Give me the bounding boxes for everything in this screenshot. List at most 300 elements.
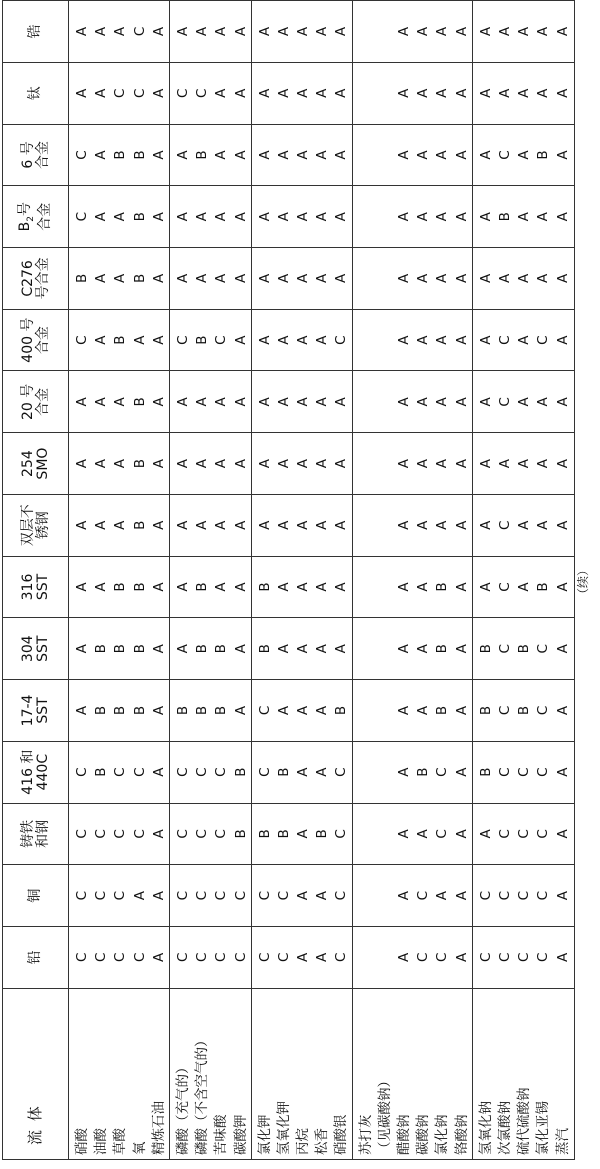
rating-value	[376, 371, 395, 432]
rating-value: A	[554, 829, 571, 839]
rating-value: A	[496, 458, 513, 469]
rating-cell	[69, 248, 170, 310]
rating-value: A	[194, 212, 211, 222]
rating-value: A	[415, 335, 432, 345]
rating-value: A	[314, 767, 331, 777]
rating-value: A	[554, 644, 571, 654]
rating-cell	[69, 371, 170, 433]
material-header	[3, 494, 69, 556]
fluid-name: 磷酸（充气的）	[174, 1060, 191, 1155]
rating-cell	[352, 618, 472, 680]
header-subscript: 2	[25, 216, 36, 222]
rating-value: A	[535, 397, 552, 407]
rating-value	[376, 310, 395, 371]
header-text: SMO	[34, 447, 51, 480]
rating-cell	[352, 309, 472, 371]
rating-value: A	[256, 458, 273, 469]
rating-value: B	[232, 829, 249, 839]
rating-value: A	[453, 458, 470, 469]
rating-value: A	[213, 458, 230, 469]
rating-value: C	[535, 767, 552, 777]
rating-value: B	[516, 705, 533, 716]
rating-value: B	[213, 705, 230, 716]
rating-value	[357, 680, 376, 741]
rating-cell	[169, 556, 251, 618]
rating-value: A	[477, 458, 494, 469]
rating-value	[357, 186, 376, 247]
rating-value: B	[275, 767, 292, 777]
rating-value: A	[554, 150, 571, 160]
rating-value: A	[150, 212, 167, 222]
rating-value: B	[194, 335, 211, 345]
rating-value: A	[275, 520, 292, 530]
rating-value: A	[477, 335, 494, 345]
rating-value: A	[194, 26, 211, 37]
fluid-name: 氯化亚锡	[535, 1101, 552, 1155]
rating-value: A	[174, 150, 191, 160]
table-body	[69, 1, 575, 1160]
rating-value: A	[112, 273, 129, 284]
rating-value: A	[256, 212, 273, 222]
rating-value: A	[93, 212, 110, 222]
rating-value: A	[93, 88, 110, 98]
header-text: 合金	[34, 326, 51, 355]
fluid-name: 碳酸钠	[415, 1114, 432, 1155]
rating-value: C	[275, 952, 292, 963]
rating-value: A	[232, 212, 249, 222]
rating-value: A	[554, 273, 571, 284]
rating-value: A	[453, 335, 470, 345]
rating-value	[357, 310, 376, 371]
rating-value: C	[256, 705, 273, 716]
rating-value: A	[112, 26, 129, 37]
header-text: 400 号	[19, 317, 36, 363]
rating-value: A	[295, 88, 312, 98]
header-text: SST	[34, 635, 51, 662]
rating-cell	[69, 186, 170, 248]
rating-value: B	[93, 767, 110, 777]
rating-value: A	[150, 458, 167, 469]
rating-value: A	[275, 273, 292, 284]
rating-value: C	[74, 335, 90, 345]
rating-value: A	[112, 458, 129, 469]
rating-cell	[251, 62, 352, 124]
rating-value: A	[213, 397, 230, 407]
material-header	[3, 62, 69, 124]
rating-value: A	[477, 520, 494, 530]
rating-value	[357, 742, 376, 803]
rating-value: A	[256, 150, 273, 160]
rating-value: B	[93, 644, 110, 654]
rating-cell	[352, 371, 472, 433]
rating-value: A	[174, 273, 191, 284]
rating-cell	[352, 556, 472, 618]
rating-value: A	[275, 644, 292, 654]
rating-value: C	[74, 211, 90, 222]
rating-value: A	[93, 582, 110, 592]
rating-value: C	[275, 890, 292, 901]
rating-value: B	[131, 397, 148, 407]
rating-value	[376, 927, 395, 988]
rating-value: A	[74, 520, 90, 530]
rating-value: A	[453, 150, 470, 160]
rating-value: A	[453, 644, 470, 654]
rating-value: A	[74, 397, 90, 407]
rating-value: A	[396, 397, 412, 407]
rating-value: C	[516, 952, 533, 963]
rating-value: A	[477, 212, 494, 222]
rating-value: A	[150, 150, 167, 160]
rating-value: B	[112, 150, 129, 160]
rating-value: B	[93, 705, 110, 716]
rating-value	[357, 618, 376, 679]
rating-cell	[472, 494, 574, 556]
rating-cell	[472, 556, 574, 618]
continued-note: （续）	[576, 563, 590, 600]
rating-value: A	[112, 520, 129, 530]
rating-value: B	[256, 582, 273, 592]
rating-value: A	[295, 644, 312, 654]
rating-value: A	[477, 829, 494, 839]
rating-value: B	[333, 705, 350, 716]
rating-value	[376, 804, 395, 865]
fluid-name: 松香	[314, 1128, 331, 1155]
rating-value: A	[74, 705, 90, 716]
rating-value: B	[535, 582, 552, 592]
rating-value: C	[131, 829, 148, 839]
rating-cell	[169, 186, 251, 248]
rating-value: A	[213, 88, 230, 98]
rating-cell	[251, 371, 352, 433]
fluid-name: 丙烷	[295, 1128, 312, 1155]
rating-cell	[251, 680, 352, 742]
rating-value: C	[174, 88, 191, 98]
rating-value: C	[112, 952, 129, 963]
rating-value: C	[256, 767, 273, 777]
rating-value: A	[415, 26, 432, 37]
header-text: SST	[34, 573, 51, 601]
rating-value: C	[213, 952, 230, 963]
rating-value: C	[131, 952, 148, 963]
material-header	[3, 1, 69, 63]
rating-value: A	[415, 150, 432, 160]
rating-value: A	[333, 520, 350, 530]
rating-value	[357, 433, 376, 494]
rating-value: C	[112, 767, 129, 777]
rating-value: B	[256, 644, 273, 654]
rating-value: A	[256, 520, 273, 530]
header-text: 合金	[34, 140, 51, 169]
rating-value: C	[434, 952, 451, 963]
rating-value: A	[554, 767, 571, 777]
material-header	[3, 186, 69, 248]
rating-value	[376, 742, 395, 803]
rating-value: C	[112, 890, 129, 901]
rating-cell	[352, 680, 472, 742]
rating-value: A	[535, 458, 552, 469]
header-text: B	[16, 221, 33, 232]
rating-value: C	[74, 890, 90, 901]
header-text: 铅	[27, 950, 43, 965]
header-text: 合金	[34, 387, 51, 416]
rating-value: C	[174, 890, 191, 901]
fluid-name: 氢氧化钾	[275, 1101, 292, 1155]
rating-cell	[69, 494, 170, 556]
rating-value: A	[74, 582, 90, 592]
rotated-table-wrapper	[2, 0, 572, 1160]
rating-value: C	[256, 952, 273, 963]
rating-value: A	[333, 458, 350, 469]
material-header	[3, 926, 69, 988]
material-header	[3, 371, 69, 433]
rating-value: A	[314, 458, 331, 469]
fluid-name: 氢氧化钠	[477, 1101, 494, 1155]
rating-value: C	[213, 829, 230, 839]
fluid-name: 蒸汽	[554, 1128, 571, 1155]
material-header	[3, 803, 69, 865]
rating-value: B	[194, 644, 211, 654]
rating-value: A	[295, 335, 312, 345]
rating-value: A	[295, 458, 312, 469]
rating-cell	[69, 926, 170, 988]
header-text: 254	[19, 450, 36, 477]
header-text: 锈钢	[34, 511, 51, 540]
rating-value: A	[112, 397, 129, 407]
rating-value: A	[74, 644, 90, 654]
rating-value: C	[477, 890, 494, 901]
rating-cell	[352, 248, 472, 310]
rating-value: A	[453, 767, 470, 777]
rating-value	[376, 495, 395, 556]
rating-cell	[169, 371, 251, 433]
fluid-names-cell	[169, 988, 251, 1159]
fluid-name: 铬酸钠	[453, 1114, 470, 1155]
rating-value: A	[93, 458, 110, 469]
rating-cell	[69, 309, 170, 371]
rating-value: A	[194, 520, 211, 530]
rating-cell	[169, 494, 251, 556]
fluid-name: （见碳酸钠）	[376, 1074, 393, 1155]
rating-value: A	[434, 273, 451, 284]
rating-value: A	[275, 335, 292, 345]
rating-cell	[251, 1, 352, 63]
rating-value: A	[434, 520, 451, 530]
rating-value: A	[554, 88, 571, 98]
material-header	[3, 680, 69, 742]
rating-value: A	[232, 273, 249, 284]
fluid-name: 苏打灰	[357, 1114, 374, 1155]
rating-value: B	[74, 273, 90, 284]
fluid-name: 氯化钠	[434, 1114, 451, 1155]
rating-value: A	[314, 705, 331, 716]
fluid-names-cell	[352, 988, 472, 1159]
rating-value: A	[314, 520, 331, 530]
rating-value: A	[554, 705, 571, 716]
rating-value: A	[314, 26, 331, 37]
rating-value: A	[174, 582, 191, 592]
rating-value: C	[131, 26, 148, 37]
rating-value: C	[434, 829, 451, 839]
rating-value: A	[434, 88, 451, 98]
rating-value: A	[333, 26, 350, 37]
rating-value: A	[174, 212, 191, 222]
rating-value: B	[496, 212, 513, 222]
rating-cell	[472, 618, 574, 680]
rating-value: A	[150, 26, 167, 37]
rating-value: C	[232, 952, 249, 963]
rating-value: C	[93, 952, 110, 963]
rating-value: A	[333, 582, 350, 592]
rating-value: B	[516, 644, 533, 654]
rating-cell	[169, 1, 251, 63]
rating-value: C	[333, 767, 350, 777]
rating-value: A	[213, 520, 230, 530]
rating-value: C	[174, 767, 191, 777]
fluid-name: 硝酸银	[333, 1114, 350, 1155]
rating-value: A	[275, 582, 292, 592]
rating-value: C	[74, 150, 90, 160]
rating-value: C	[535, 705, 552, 716]
rating-value: A	[535, 273, 552, 284]
rating-value: C	[415, 890, 432, 901]
rating-value: A	[194, 397, 211, 407]
rating-value: B	[131, 582, 148, 592]
rating-value: A	[415, 273, 432, 284]
rating-cell	[169, 433, 251, 495]
rating-value: A	[232, 582, 249, 592]
rating-value: A	[295, 952, 312, 962]
rating-value: B	[477, 705, 494, 716]
rating-value: A	[415, 829, 432, 839]
rating-value: A	[434, 335, 451, 345]
rating-cell	[352, 433, 472, 495]
rating-value: B	[213, 644, 230, 654]
rating-value: A	[275, 212, 292, 222]
rating-value: C	[496, 644, 513, 654]
fluid-name: 磷酸（不含空气的）	[194, 1033, 211, 1155]
rating-cell	[69, 556, 170, 618]
rating-value: A	[295, 705, 312, 716]
rating-value: B	[131, 644, 148, 654]
rating-value: A	[256, 273, 273, 284]
rating-value: A	[516, 150, 533, 160]
rating-cell	[472, 1, 574, 63]
rating-value	[376, 63, 395, 124]
rating-value: C	[174, 952, 191, 963]
fluid-names-cell	[251, 988, 352, 1159]
rating-cell	[251, 618, 352, 680]
rating-value: C	[516, 890, 533, 901]
rating-value: A	[516, 458, 533, 469]
rating-value: C	[93, 829, 110, 839]
rating-value: A	[314, 335, 331, 345]
rating-cell	[472, 865, 574, 927]
rating-value: A	[314, 644, 331, 654]
rating-value	[357, 495, 376, 556]
rating-cell	[169, 865, 251, 927]
rating-cell	[352, 62, 472, 124]
rating-value: C	[194, 88, 211, 98]
fluid-names-cell	[472, 988, 574, 1159]
rating-value: B	[434, 644, 451, 654]
rating-value: A	[131, 335, 148, 345]
rating-value: C	[174, 335, 191, 345]
rating-value	[376, 248, 395, 309]
rating-cell	[352, 124, 472, 186]
rating-value: A	[554, 397, 571, 407]
rating-cell	[472, 926, 574, 988]
rating-value: A	[453, 829, 470, 839]
corrosion-table	[2, 0, 575, 1160]
rating-value: A	[213, 273, 230, 284]
rating-value: A	[150, 705, 167, 716]
rating-value: A	[415, 644, 432, 654]
rating-cell	[472, 680, 574, 742]
fluid-name: 苦味酸	[213, 1114, 230, 1155]
rating-value: C	[194, 952, 211, 963]
fluid-name: 硫代硫酸钠	[516, 1087, 533, 1155]
rating-value: C	[232, 890, 249, 901]
rating-value: A	[295, 150, 312, 160]
rating-value: C	[496, 520, 513, 530]
rating-value: C	[535, 952, 552, 963]
rating-value: A	[477, 150, 494, 160]
rating-value: A	[275, 397, 292, 407]
rating-cell	[251, 309, 352, 371]
header-text: 304	[19, 635, 36, 663]
rating-value: A	[256, 26, 273, 37]
rating-value: A	[396, 26, 412, 37]
rating-value: A	[554, 520, 571, 530]
rating-value: A	[314, 212, 331, 222]
rating-value: A	[174, 458, 191, 469]
rating-cell	[251, 248, 352, 310]
fluid-name: 醋酸钠	[396, 1114, 412, 1155]
rating-value	[376, 125, 395, 186]
rating-value: B	[131, 520, 148, 530]
rating-value: C	[333, 829, 350, 839]
rating-value: A	[232, 397, 249, 407]
header-text: 双层不	[19, 504, 36, 547]
rating-value: A	[554, 212, 571, 222]
rating-value	[376, 1, 395, 62]
rating-value: C	[496, 397, 513, 407]
rating-value: A	[554, 890, 571, 901]
rating-value: A	[150, 890, 167, 901]
rating-value	[376, 618, 395, 679]
rating-value: A	[516, 212, 533, 222]
rating-value: A	[453, 88, 470, 98]
rating-value: A	[415, 212, 432, 222]
fluid-group-row	[472, 1, 574, 1160]
rating-value: C	[213, 767, 230, 777]
header-text: 合金	[37, 202, 54, 231]
rating-value: A	[295, 520, 312, 530]
rating-value: C	[194, 890, 211, 901]
rating-value: A	[453, 890, 470, 901]
rating-value: A	[333, 212, 350, 222]
rating-value: C	[112, 829, 129, 839]
fluid-name: 精炼石油	[150, 1101, 167, 1155]
rating-value	[376, 680, 395, 741]
fluid-names-cell	[69, 988, 170, 1159]
rating-value: A	[415, 520, 432, 530]
rating-value: A	[314, 397, 331, 407]
fluid-name: 次氯酸钠	[496, 1101, 513, 1155]
rating-value: A	[453, 705, 470, 716]
rating-cell	[251, 186, 352, 248]
material-header	[3, 433, 69, 495]
